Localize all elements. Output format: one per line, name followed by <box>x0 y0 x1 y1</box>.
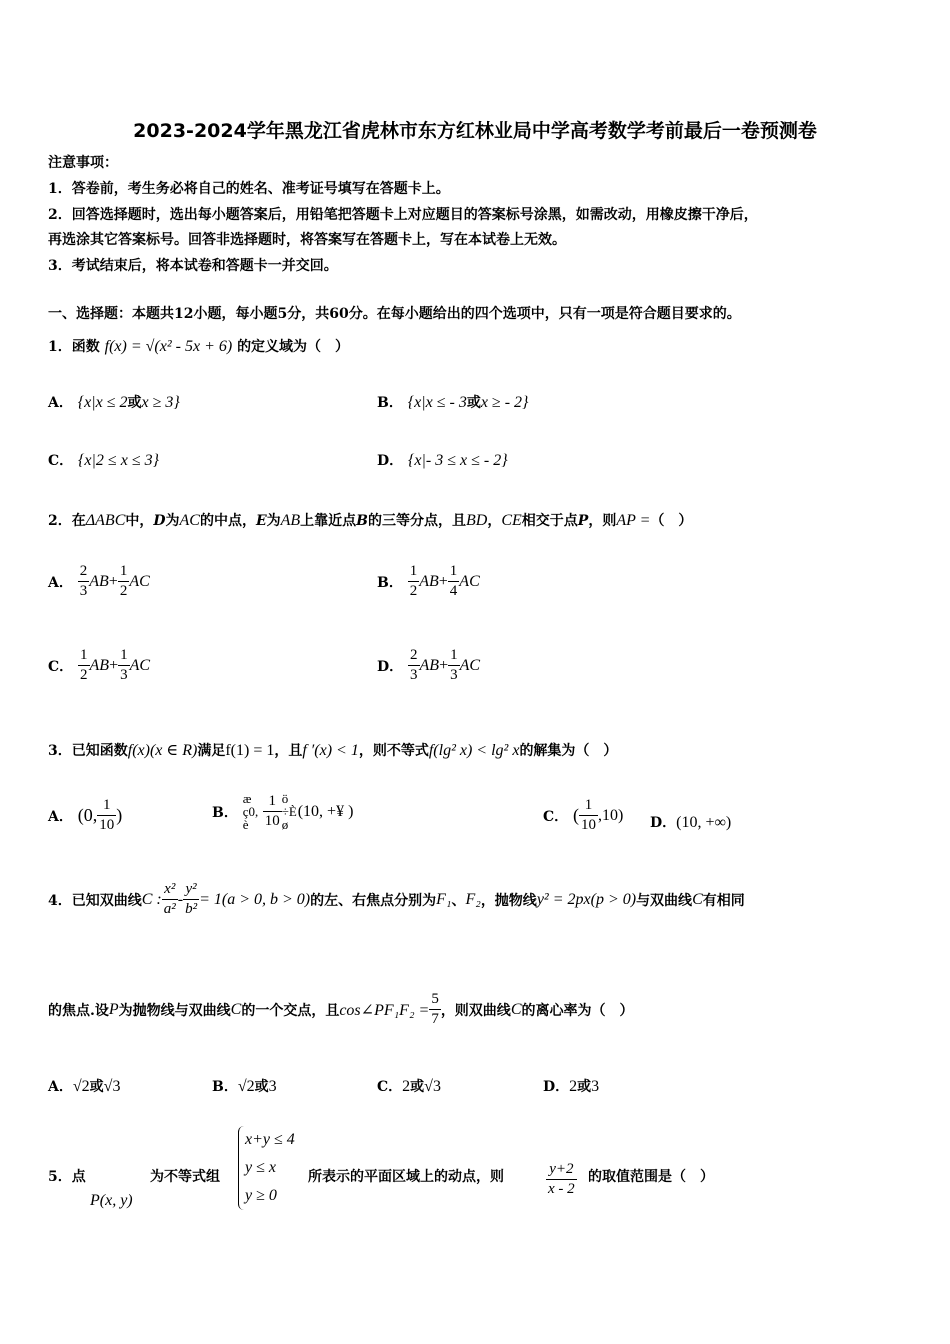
question-3: 3．已知函数f(x)(x ∈ R)满足f(1) = 1，且f ′(x) < 1，则不等式f(lg² x) < lg² x的解集为（ ） <box>48 742 618 759</box>
q5-pre: 5．点 <box>48 1169 86 1185</box>
q5-system: x+y ≤ 4 y ≤ x y ≥ 0 <box>238 1126 295 1210</box>
q2-option-c[interactable]: C． $\frac{1}{2}$ AB+ $\frac{1}{3}$ AC <box>48 647 151 683</box>
notice-item: 再选涂其它答案标号。回答非选择题时，将答案写在答题卡上，写在本试卷上无效。 <box>48 232 566 248</box>
q5-mid2: 所表示的平面区域上的动点，则 <box>308 1169 504 1185</box>
question-4-line-2: 的焦点.设P为抛物线与双曲线C的一个交点，且cos∠PF₁F₂ = $\frac{5}{7}$ ，则双曲线C的离心率为（ ） <box>48 991 634 1027</box>
q4-option-b[interactable]: B．√2或3 <box>212 1078 277 1095</box>
q2-option-d[interactable]: D． $\frac{2}{3}$ AB+ $\frac{1}{3}$ AC <box>377 647 481 683</box>
q3-option-c[interactable]: C． ( $\frac{1}{10}$ ,10) <box>543 797 624 833</box>
q4-option-c[interactable]: C．2或√3 <box>377 1078 441 1095</box>
question-2: 2．在ΔABC中，D为AC的中点，E为AB上靠近点B的三等分点，且BD，CE相交于点P，则AP =（ ） <box>48 512 693 529</box>
q1-option-b[interactable]: B． {x|x ≤ - 3或x ≥ - 2} <box>377 394 529 411</box>
q4-option-a[interactable]: A．√2或√3 <box>48 1078 121 1095</box>
notice-item: 2．回答选择题时，选出每小题答案后，用铅笔把答题卡上对应题目的答案标号涂黑，如需改动，用橡皮擦干净后， <box>48 207 758 223</box>
page-title: 2023-2024学年黑龙江省虎林市东方红林业局中学高考数学考前最后一卷预测卷 <box>133 120 817 142</box>
notice-item: 1．答卷前，考生务必将自己的姓名、准考证号填写在答题卡上。 <box>48 181 450 197</box>
q5-mid: 为不等式组 <box>150 1169 220 1185</box>
q1-post: 的定义域为（ ） <box>237 339 350 355</box>
q5-fraction: $\frac{y+2}{x - 2}$ <box>548 1161 575 1197</box>
section-heading: 一、选择题：本题共12小题，每小题5分，共60分。在每小题给出的四个选项中，只有一项是符合题目要求的。 <box>48 306 741 322</box>
q2-option-b[interactable]: B． $\frac{1}{2}$ AB+ $\frac{1}{4}$ AC <box>377 563 480 599</box>
question-4-line-1: 4．已知双曲线C : $\frac{\text{x²}}{\text{a²}}$ - $\frac{\text{y²}}{\text{b²}}$ = 1(a > 0, b > 0)的左、右焦点分别为F₁、F₂，抛物线y² = 2px(p > 0)与双曲线C有相同 <box>48 881 745 917</box>
q3-option-a[interactable]: A． (0, $\frac{1}{10}$ ) <box>48 797 123 833</box>
q5-post: 的取值范围是（ ） <box>588 1169 714 1185</box>
q5-point: P(x, y) <box>90 1192 133 1209</box>
q4-option-d[interactable]: D．2或3 <box>543 1078 600 1095</box>
q1-option-a[interactable]: A． {x|x ≤ 2或x ≥ 3} <box>48 394 180 411</box>
q3-option-b[interactable]: B． æ ç0, è $\frac{1}{10}$ ö ÷È ø(10, +¥ ) <box>212 791 354 832</box>
q1-pre: 1．函数 <box>48 339 100 355</box>
notice-item: 3．考试结束后，将本试卷和答题卡一并交回。 <box>48 258 338 274</box>
q2-option-a[interactable]: A． $\frac{2}{3}$ AB+ $\frac{1}{2}$ AC <box>48 563 150 599</box>
q1-option-c[interactable]: C． {x|2 ≤ x ≤ 3} <box>48 452 159 469</box>
question-1 <box>48 336 349 356</box>
notice-heading: 注意事项： <box>48 155 118 171</box>
q1-option-d[interactable]: D． {x|- 3 ≤ x ≤ - 2} <box>377 452 508 469</box>
q1-expr: f(x) = √(x² - 5x + 6) <box>104 338 233 355</box>
q3-option-d[interactable]: D．(10, +∞) <box>650 814 732 831</box>
